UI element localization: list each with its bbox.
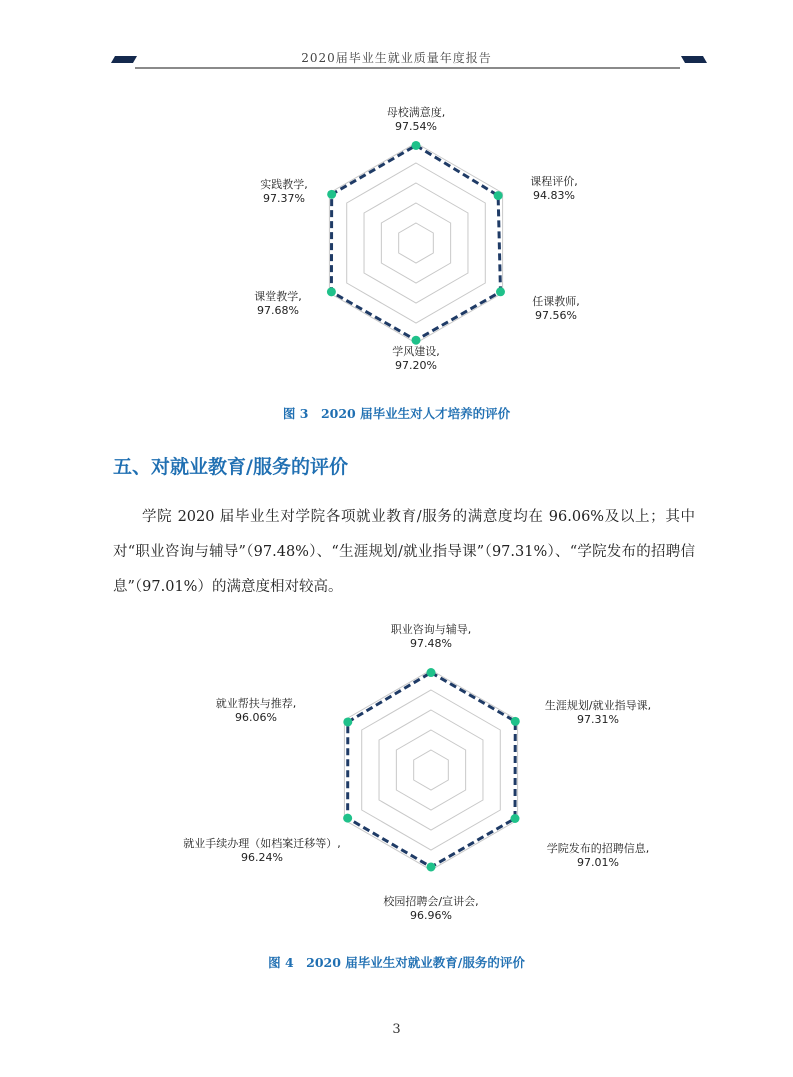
data-point bbox=[327, 287, 336, 296]
page-header bbox=[0, 0, 793, 80]
value-label: 97.68% bbox=[257, 304, 299, 317]
grid-ring bbox=[381, 203, 450, 283]
grid-ring bbox=[396, 730, 465, 810]
grid-ring bbox=[414, 750, 449, 790]
data-point bbox=[496, 287, 505, 296]
value-label: 97.31% bbox=[577, 713, 619, 726]
data-point bbox=[343, 717, 352, 726]
header-title: 2020届毕业生就业质量年度报告 bbox=[301, 51, 492, 65]
value-label: 97.20% bbox=[395, 359, 437, 372]
data-point bbox=[494, 191, 503, 200]
axis-label: 就业帮扶与推荐, bbox=[215, 697, 297, 710]
data-point bbox=[511, 717, 520, 726]
axis-label: 实践教学, bbox=[260, 178, 308, 191]
grid-ring bbox=[379, 710, 483, 830]
axis-label: 课程评价, bbox=[530, 175, 578, 188]
axis-label: 职业咨询与辅导, bbox=[390, 623, 472, 636]
figure-3-caption: 图 3 2020 届毕业生对人才培养的评价 bbox=[282, 406, 511, 421]
grid-ring bbox=[362, 690, 501, 850]
data-point bbox=[511, 814, 520, 823]
value-label: 96.24% bbox=[241, 851, 283, 864]
value-label: 97.54% bbox=[395, 120, 437, 133]
axis-label: 就业手续办理（如档案迁移等）, bbox=[183, 837, 341, 850]
value-label: 96.96% bbox=[410, 909, 452, 922]
axis-label: 任课教师, bbox=[532, 295, 580, 308]
grid-ring bbox=[347, 163, 486, 323]
header-rule bbox=[135, 67, 680, 69]
section-paragraph: 学院 2020 届毕业生对学院各项就业教育/服务的满意度均在 96.06%及以上；其中对“职业咨询与辅导”（97.48%）、“生涯规划/就业指导课”（97.31%）、“学院发布的招聘信息”（97.01%）的满意度相对较高。 bbox=[113, 509, 695, 595]
value-label: 97.01% bbox=[577, 856, 619, 869]
series-line bbox=[331, 145, 500, 340]
data-point bbox=[412, 141, 421, 150]
grid-ring bbox=[364, 183, 468, 303]
value-label: 97.56% bbox=[535, 309, 577, 322]
grid-ring bbox=[399, 223, 434, 263]
figure-4-caption: 图 4 2020 届毕业生对就业教育/服务的评价 bbox=[268, 955, 525, 970]
value-label: 94.83% bbox=[533, 189, 575, 202]
data-point bbox=[412, 336, 421, 345]
section-title: 五、对就业教育/服务的评价 bbox=[113, 456, 348, 478]
value-label: 97.48% bbox=[410, 637, 452, 650]
radar-chart-talent-cultivation bbox=[0, 95, 793, 395]
header-decoration-right bbox=[681, 56, 707, 63]
data-point bbox=[427, 862, 436, 871]
data-point bbox=[327, 190, 336, 199]
value-label: 96.06% bbox=[235, 711, 277, 724]
series-line bbox=[348, 673, 516, 867]
axis-label: 学院发布的招聘信息, bbox=[546, 842, 650, 855]
radar-chart-employment-services bbox=[0, 612, 793, 922]
axis-label: 母校满意度, bbox=[386, 106, 446, 119]
axis-label: 生涯规划/就业指导课, bbox=[544, 699, 652, 712]
grid-ring bbox=[329, 143, 502, 343]
axis-label: 学风建设, bbox=[392, 345, 440, 358]
data-point bbox=[427, 668, 436, 677]
page-number: 3 bbox=[392, 1022, 401, 1037]
data-point bbox=[343, 814, 352, 823]
axis-label: 课堂教学, bbox=[254, 290, 302, 303]
axis-label: 校园招聘会/宣讲会, bbox=[383, 895, 479, 908]
grid-ring bbox=[344, 670, 517, 870]
value-label: 97.37% bbox=[263, 192, 305, 205]
